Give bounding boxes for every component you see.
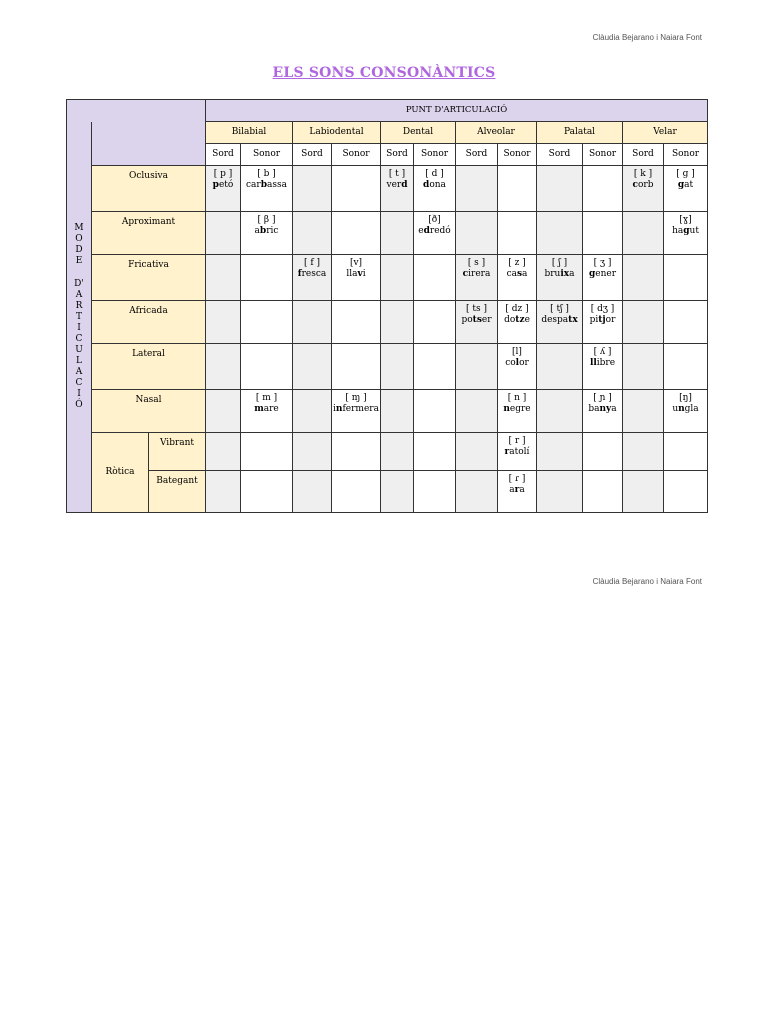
header-blank: [92, 122, 206, 166]
empty-cell: [293, 390, 332, 433]
empty-cell: [664, 255, 708, 301]
sonor-label: Sonor: [241, 144, 293, 166]
cell-dz: [ dz ] dotze: [498, 301, 537, 344]
empty-cell: [456, 212, 498, 255]
sord-label: Sord: [623, 144, 664, 166]
sonor-label: Sonor: [332, 144, 381, 166]
cell-p: [ p ] petó: [206, 166, 241, 212]
cell-tap: [ ɾ ] ara: [498, 471, 537, 513]
sonor-label: Sonor: [498, 144, 537, 166]
empty-cell: [456, 471, 498, 513]
place-bilabial: Bilabial: [206, 122, 293, 144]
manner-vibrant: Vibrant: [149, 433, 206, 471]
cell-s: [ s ] cirera: [456, 255, 498, 301]
empty-cell: [381, 390, 414, 433]
manner-africada: Africada: [92, 301, 206, 344]
empty-cell: [414, 471, 456, 513]
empty-cell: [537, 344, 583, 390]
empty-cell: [293, 301, 332, 344]
manner-fricativa: Fricativa: [92, 255, 206, 301]
sord-label: Sord: [206, 144, 241, 166]
page-title: ELS SONS CONSONÀNTICS: [272, 65, 496, 81]
empty-cell: [241, 301, 293, 344]
empty-cell: [537, 166, 583, 212]
empty-cell: [206, 433, 241, 471]
cell-z: [ z ] casa: [498, 255, 537, 301]
empty-cell: [206, 390, 241, 433]
sord-label: Sord: [293, 144, 332, 166]
manner-nasal: Nasal: [92, 390, 206, 433]
empty-cell: [206, 212, 241, 255]
cell-v: [v] llavi: [332, 255, 381, 301]
manner-lateral: Lateral: [92, 344, 206, 390]
empty-cell: [623, 433, 664, 471]
cell-t: [ t ] verd: [381, 166, 414, 212]
cell-g: [ g ] gat: [664, 166, 708, 212]
cell-sh: [ ʃ ] bruixa: [537, 255, 583, 301]
empty-cell: [381, 471, 414, 513]
empty-cell: [414, 344, 456, 390]
cell-beta: [ β ] abric: [241, 212, 293, 255]
table-corner-2: [92, 100, 206, 122]
empty-cell: [623, 471, 664, 513]
empty-cell: [332, 166, 381, 212]
empty-cell: [332, 212, 381, 255]
empty-cell: [381, 433, 414, 471]
empty-cell: [381, 301, 414, 344]
cell-dzh: [ dʒ ] pitjor: [583, 301, 623, 344]
cell-b: [ b ] carbassa: [241, 166, 293, 212]
sonor-label: Sonor: [664, 144, 708, 166]
empty-cell: [241, 433, 293, 471]
empty-cell: [664, 433, 708, 471]
empty-cell: [414, 390, 456, 433]
cell-d: [ d ] dona: [414, 166, 456, 212]
empty-cell: [414, 301, 456, 344]
sord-label: Sord: [381, 144, 414, 166]
empty-cell: [332, 301, 381, 344]
empty-cell: [456, 433, 498, 471]
header-author: Clàudia Bejarano i Naiara Font: [592, 33, 702, 42]
empty-cell: [414, 433, 456, 471]
footer-author: Clàudia Bejarano i Naiara Font: [592, 577, 702, 586]
empty-cell: [583, 212, 623, 255]
empty-cell: [537, 390, 583, 433]
cell-n: [ n ] negre: [498, 390, 537, 433]
sonor-label: Sonor: [414, 144, 456, 166]
empty-cell: [241, 471, 293, 513]
cell-nj: [ ɲ ] banya: [583, 390, 623, 433]
cell-zh: [ ʒ ] gener: [583, 255, 623, 301]
empty-cell: [664, 344, 708, 390]
place-dental: Dental: [381, 122, 456, 144]
empty-cell: [537, 471, 583, 513]
empty-cell: [332, 433, 381, 471]
empty-cell: [664, 471, 708, 513]
empty-cell: [381, 212, 414, 255]
place-labiodental: Labiodental: [293, 122, 381, 144]
empty-cell: [456, 166, 498, 212]
empty-cell: [206, 301, 241, 344]
cell-gamma: [ɣ] hagut: [664, 212, 708, 255]
sord-label: Sord: [537, 144, 583, 166]
cell-lambda: [ ʎ ] llibre: [583, 344, 623, 390]
empty-cell: [623, 301, 664, 344]
consonant-table: [66, 99, 708, 513]
empty-cell: [293, 212, 332, 255]
empty-cell: [456, 390, 498, 433]
cell-k: [ k ] corb: [623, 166, 664, 212]
manner-rotica: Ròtica: [92, 433, 149, 513]
cell-l: [l] color: [498, 344, 537, 390]
empty-cell: [332, 344, 381, 390]
empty-cell: [537, 212, 583, 255]
cell-r: [ r ] ratolí: [498, 433, 537, 471]
empty-cell: [623, 212, 664, 255]
manner-bategant: Bategant: [149, 471, 206, 513]
empty-cell: [456, 344, 498, 390]
empty-cell: [583, 166, 623, 212]
mode-articulacio-label: M O D E D' A R T I C U L A C I Ó: [67, 122, 92, 513]
cell-m: [ m ] mare: [241, 390, 293, 433]
empty-cell: [623, 344, 664, 390]
empty-cell: [537, 433, 583, 471]
empty-cell: [206, 344, 241, 390]
cell-f: [ f ] fresca: [293, 255, 332, 301]
empty-cell: [623, 255, 664, 301]
place-velar: Velar: [623, 122, 708, 144]
table-corner: [67, 100, 92, 122]
manner-oclusiva: Oclusiva: [92, 166, 206, 212]
place-palatal: Palatal: [537, 122, 623, 144]
empty-cell: [293, 471, 332, 513]
empty-cell: [498, 212, 537, 255]
sonor-label: Sonor: [583, 144, 623, 166]
empty-cell: [381, 255, 414, 301]
empty-cell: [293, 166, 332, 212]
empty-cell: [498, 166, 537, 212]
empty-cell: [206, 255, 241, 301]
cell-mj: [ ɱ ] infermera: [332, 390, 381, 433]
empty-cell: [414, 255, 456, 301]
empty-cell: [206, 471, 241, 513]
cell-ts: [ ts ] potser: [456, 301, 498, 344]
manner-aproximant: Aproximant: [92, 212, 206, 255]
empty-cell: [332, 471, 381, 513]
cell-ng: [ŋ] ungla: [664, 390, 708, 433]
empty-cell: [293, 433, 332, 471]
sord-label: Sord: [456, 144, 498, 166]
empty-cell: [381, 344, 414, 390]
cell-tsh: [ tʃ ] despatx: [537, 301, 583, 344]
empty-cell: [664, 301, 708, 344]
empty-cell: [293, 344, 332, 390]
empty-cell: [241, 344, 293, 390]
empty-cell: [241, 255, 293, 301]
punt-articulacio-header: PUNT D'ARTICULACIÓ: [206, 100, 708, 122]
empty-cell: [583, 471, 623, 513]
cell-eth: [ð] edredó: [414, 212, 456, 255]
place-alveolar: Alveolar: [456, 122, 537, 144]
empty-cell: [583, 433, 623, 471]
empty-cell: [623, 390, 664, 433]
